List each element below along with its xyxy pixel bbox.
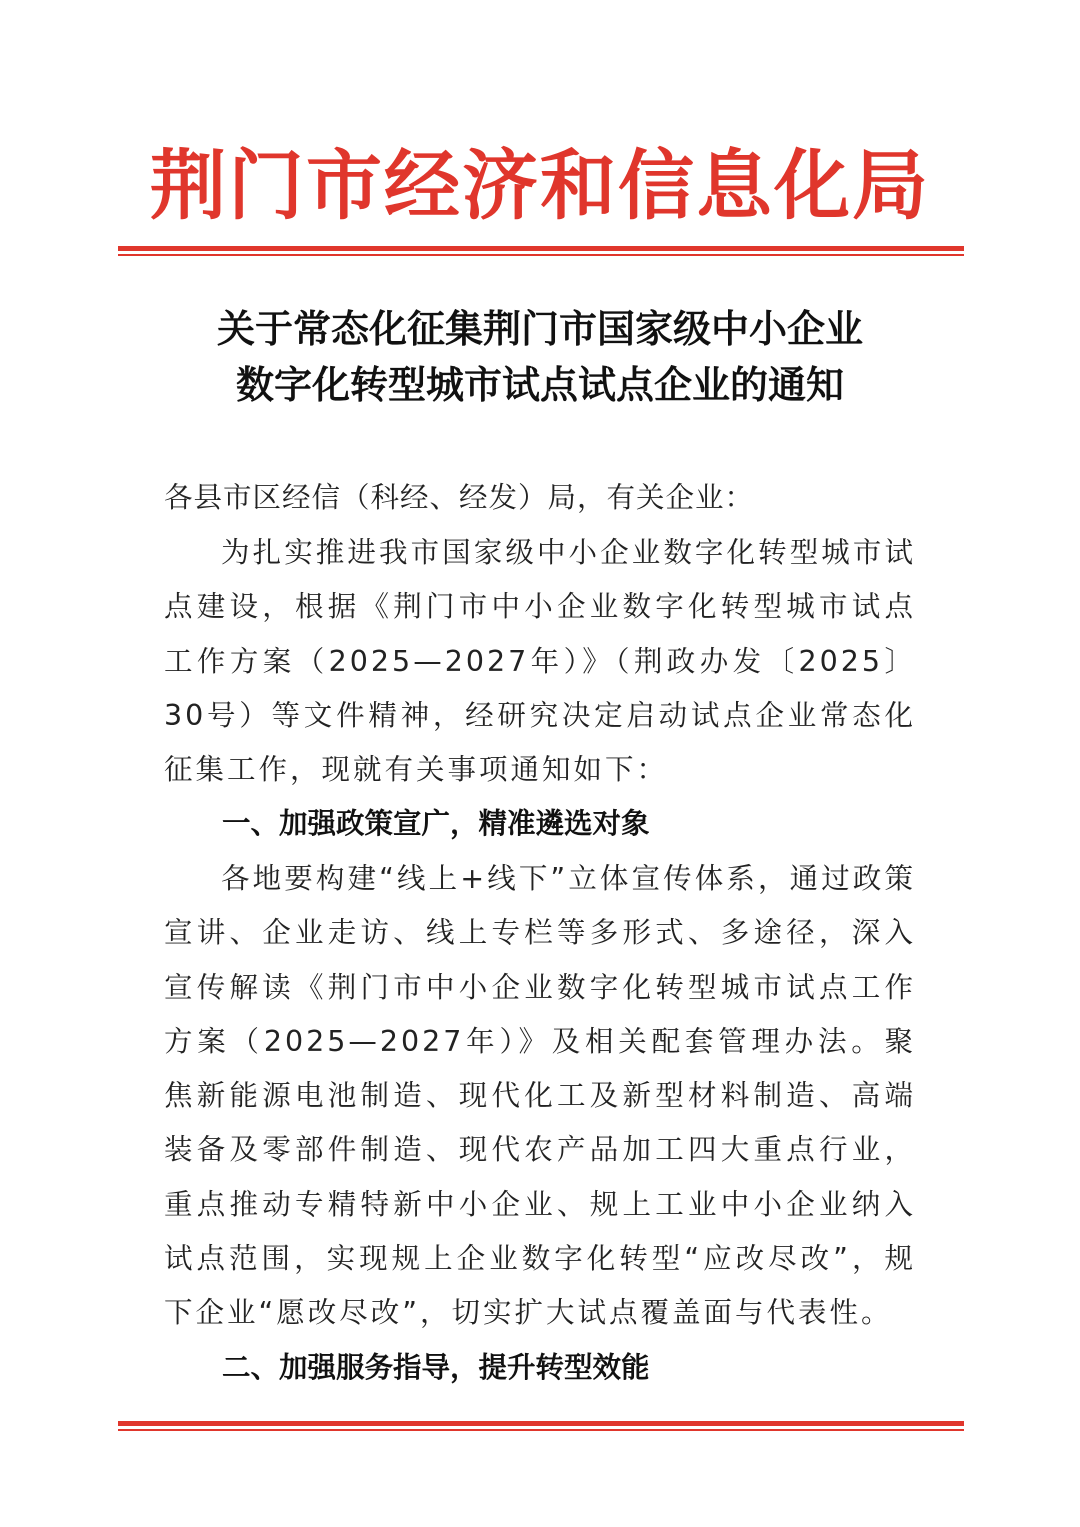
intro-paragraph: 为扎实推进我市国家级中小企业数字化转型城市试点建设，根据《荆门市中小企业数字化转型城市试点工作方案（2025—2027年）》（荆政办发〔2025〕30号）等文件精神，经研究决定启动试点企业常态化征集工作，现就有关事项通知如下： — [164, 536, 916, 787]
section2-heading: 二、加强服务指导，提升转型效能 — [222, 1351, 650, 1384]
salutation: 各县市区经信（科经、经发）局，有关企业： — [164, 481, 755, 514]
footer-rule-thick-line — [118, 1421, 964, 1426]
section1-heading: 一、加强政策宣广，精准遴选对象 — [222, 807, 650, 840]
footer-rule — [118, 1421, 964, 1431]
letterhead-org-name: 荆门市经济和信息化局 — [150, 141, 930, 230]
section1-paragraph: 各地要构建“线上+线下”立体宣传体系，通过政策宣讲、企业走访、线上专栏等多形式、多途径，深入宣传解读《荆门市中小企业数字化转型城市试点工作方案（2025—2027年）》及相关配套管理办法。聚焦新能源电池制造、现代化工及新型材料制造、高端装备及零部件制造、现代农产品加工四大重点行业，重点推动专精特新中小企业、规上工业中小企业纳入试点范围，实现规上企业数字化转型“应改尽改”，规下企业“愿改尽改”，切实扩大试点覆盖面与代表性。 — [164, 862, 916, 1330]
document-title-line1: 关于常态化征集荆门市国家级中小企业 — [216, 306, 863, 351]
letterhead-top-rule — [118, 246, 964, 256]
footer-rule-thin-line — [118, 1429, 964, 1431]
document-title-line2: 数字化转型城市试点试点企业的通知 — [235, 362, 844, 407]
top-rule-thick-line — [118, 246, 964, 251]
top-rule-thin-line — [118, 254, 964, 256]
